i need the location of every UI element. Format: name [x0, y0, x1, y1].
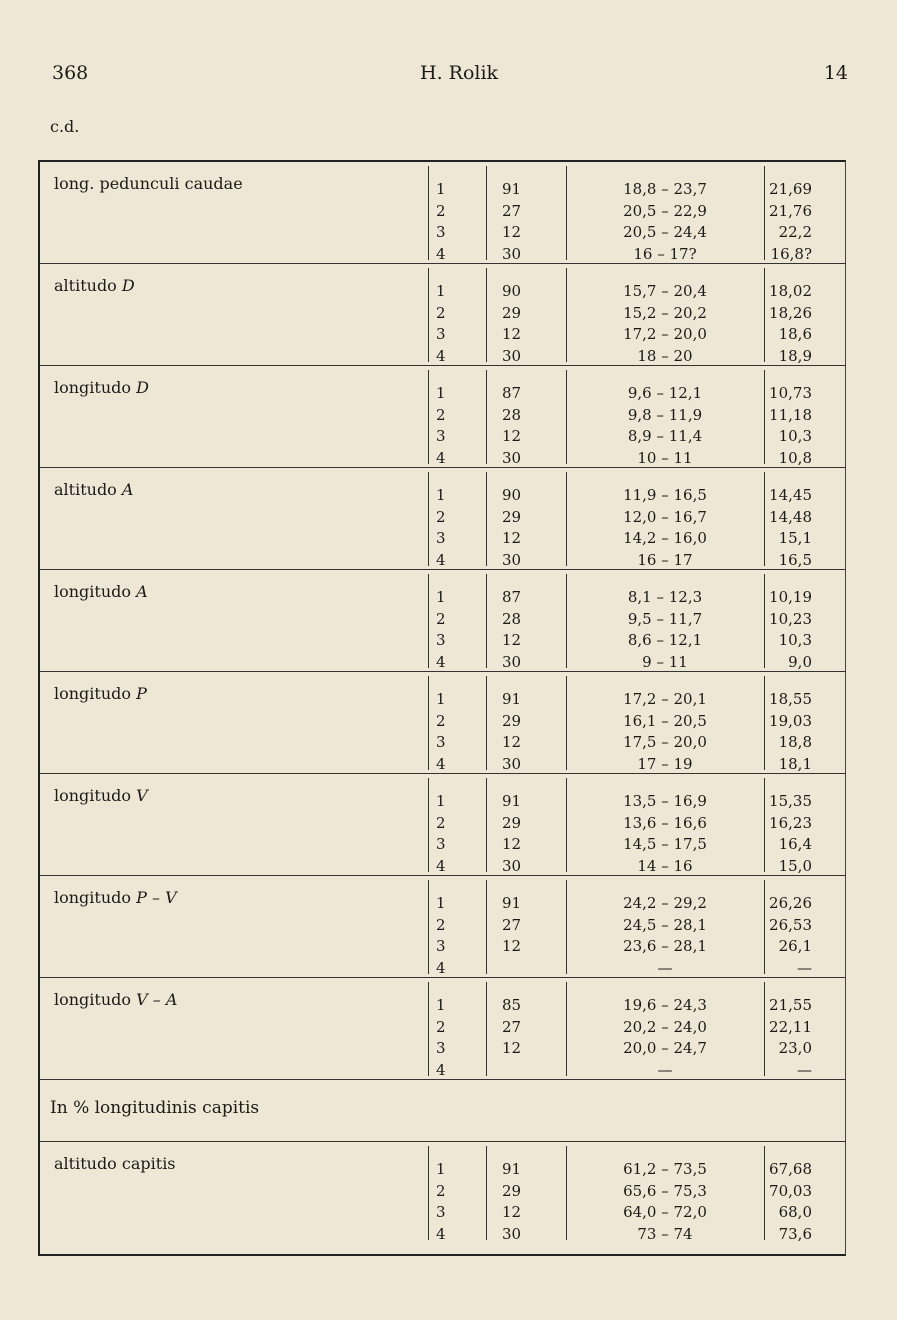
mean-value: 10,3 [778, 427, 812, 445]
mean-value: — [797, 958, 812, 977]
table-row [40, 508, 846, 530]
measurement-symbol: D [136, 378, 149, 397]
sample-count: 12 [502, 835, 522, 853]
mean-value: 18,26 [769, 303, 812, 322]
value-range: 14,2 – 16,0 [623, 529, 707, 547]
running-head-number: 14 [823, 62, 848, 84]
sample-number: 1 [436, 894, 446, 912]
sample-count: 12 [502, 1203, 522, 1221]
sample-count: 30 [502, 346, 522, 365]
value-range: 13,6 – 16,6 [623, 813, 707, 832]
sample-number: 1 [436, 384, 446, 402]
sample-count: 12 [502, 427, 522, 445]
sample-count: 85 [502, 996, 522, 1014]
sample-count: 12 [502, 1039, 522, 1057]
mean-value: 10,19 [769, 588, 812, 606]
mean-value: 11,18 [769, 405, 812, 424]
sample-number: 2 [436, 711, 446, 730]
table-group [40, 876, 846, 978]
table-row [40, 916, 846, 938]
sample-count: 28 [502, 405, 522, 424]
table-row [40, 223, 846, 245]
measurement-name: longitudo [54, 990, 132, 1009]
table-row [40, 712, 846, 734]
value-range: 20,5 – 22,9 [623, 201, 707, 220]
sample-number: 2 [436, 303, 446, 322]
value-range: 64,0 – 72,0 [623, 1203, 707, 1221]
measurement-name: longitudo [54, 888, 132, 907]
value-range: 16 – 17 [637, 550, 693, 569]
mean-value: 26,26 [769, 894, 812, 912]
sample-count: 29 [502, 303, 522, 322]
table-group [40, 570, 846, 672]
value-range: 24,5 – 28,1 [623, 915, 707, 934]
table-group [40, 774, 846, 876]
mean-value: 16,23 [769, 813, 812, 832]
mean-value: 15,0 [778, 856, 812, 875]
value-range: — [657, 958, 673, 977]
table-row [40, 1182, 846, 1204]
sample-number: 4 [436, 958, 446, 977]
table-row [40, 529, 846, 551]
value-range: 61,2 – 73,5 [623, 1160, 707, 1178]
sample-number: 1 [436, 996, 446, 1014]
sample-number: 1 [436, 282, 446, 300]
mean-value: 10,73 [769, 384, 812, 402]
continuation-mark: c.d. [50, 117, 80, 136]
value-range: 9,6 – 12,1 [627, 384, 703, 402]
sample-number: 3 [436, 223, 446, 241]
sample-count: 30 [502, 1224, 522, 1243]
measurement-name: longitudo [54, 684, 132, 703]
table-row [40, 996, 846, 1018]
sample-number: 1 [436, 486, 446, 504]
sample-number: 2 [436, 201, 446, 220]
table-row [40, 690, 846, 712]
table-row [40, 588, 846, 610]
sample-number: 1 [436, 690, 446, 708]
sample-number: 4 [436, 1224, 446, 1243]
value-range: 13,5 – 16,9 [623, 792, 707, 810]
measurement-name: long. pedunculi caudae [54, 174, 243, 193]
sample-count: 91 [502, 690, 522, 708]
sample-number: 3 [436, 529, 446, 547]
mean-value: 10,3 [778, 631, 812, 649]
value-range: 17 – 19 [637, 754, 693, 773]
measurement-symbol: D [121, 276, 135, 295]
mean-value: 68,0 [778, 1203, 812, 1221]
sample-count: 12 [502, 937, 522, 955]
running-head-author: H. Rolik [420, 62, 499, 84]
table-row [40, 937, 846, 959]
mean-value: 9,0 [788, 652, 812, 671]
table-group [40, 672, 846, 774]
mean-value: 19,03 [769, 711, 812, 730]
measurement-symbol: P [136, 684, 147, 703]
sample-count: 29 [502, 711, 522, 730]
measurement-name: longitudo [54, 582, 132, 601]
sample-number: 1 [436, 1160, 446, 1178]
mean-value: 18,6 [778, 325, 812, 343]
sample-number: 2 [436, 915, 446, 934]
table-row [40, 406, 846, 428]
mean-value: 16,5 [778, 550, 812, 569]
value-range: 11,9 – 16,5 [623, 486, 707, 504]
sample-number: 4 [436, 448, 446, 467]
mean-value: 67,68 [769, 1160, 812, 1178]
mean-value: 10,23 [769, 609, 812, 628]
table-row [40, 486, 846, 508]
value-range: 19,6 – 24,3 [623, 996, 707, 1014]
table-row [40, 1039, 846, 1061]
mean-value: 14,48 [769, 507, 812, 526]
value-range: 20,5 – 24,4 [623, 223, 707, 241]
table-row [40, 180, 846, 202]
mean-value: 23,0 [778, 1039, 812, 1057]
measurement-name: altitudo capitis [54, 1154, 176, 1173]
sample-number: 3 [436, 733, 446, 751]
table-group [40, 264, 846, 366]
value-range: 10 – 11 [637, 448, 693, 467]
sample-count: 90 [502, 282, 522, 300]
value-range: — [657, 1060, 673, 1079]
sample-count: 12 [502, 631, 522, 649]
section-subheading [40, 1080, 846, 1142]
table-group [40, 366, 846, 468]
table-row [40, 631, 846, 653]
value-range: 73 – 74 [637, 1224, 693, 1243]
value-range: 9,8 – 11,9 [627, 405, 703, 424]
table-group [40, 978, 846, 1080]
measurement-symbol: A [136, 582, 148, 601]
measurement-name: altitudo [54, 276, 117, 295]
measurement-name: altitudo [54, 480, 117, 499]
mean-value: 16,4 [778, 835, 812, 853]
sample-count: 29 [502, 1181, 522, 1200]
sample-count: 91 [502, 180, 522, 198]
table-row [40, 202, 846, 224]
sample-count: 91 [502, 792, 522, 810]
value-range: 20,2 – 24,0 [623, 1017, 707, 1036]
page-number: 368 [52, 62, 89, 84]
sample-count: 12 [502, 325, 522, 343]
measurement-name: longitudo [54, 786, 132, 805]
table-row [40, 814, 846, 836]
sample-count: 30 [502, 754, 522, 773]
value-range: 17,2 – 20,0 [623, 325, 707, 343]
page-header [52, 62, 852, 90]
sample-number: 3 [436, 937, 446, 955]
table-row [40, 304, 846, 326]
value-range: 17,5 – 20,0 [623, 733, 707, 751]
value-range: 16,1 – 20,5 [623, 711, 707, 730]
sample-number: 3 [436, 631, 446, 649]
sample-number: 1 [436, 792, 446, 810]
table-row [40, 1225, 846, 1247]
value-range: 17,2 – 20,1 [623, 690, 707, 708]
measurement-name: longitudo [54, 378, 132, 397]
sample-count: 87 [502, 384, 522, 402]
table-group [40, 468, 846, 570]
sample-count: 27 [502, 915, 522, 934]
table-row [40, 427, 846, 449]
measurement-symbol: P – V [136, 888, 177, 907]
table-row [40, 894, 846, 916]
value-range: 8,6 – 12,1 [627, 631, 703, 649]
sample-count: 91 [502, 894, 522, 912]
sample-number: 4 [436, 550, 446, 569]
value-range: 8,1 – 12,3 [627, 588, 703, 606]
table-group [40, 1142, 846, 1244]
mean-value: 15,35 [769, 792, 812, 810]
sample-count: 12 [502, 529, 522, 547]
sample-number: 3 [436, 835, 446, 853]
sample-count: 30 [502, 448, 522, 467]
value-range: 14 – 16 [637, 856, 693, 875]
mean-value: 73,6 [778, 1224, 812, 1243]
sample-number: 4 [436, 244, 446, 263]
sample-number: 3 [436, 325, 446, 343]
value-range: 24,2 – 29,2 [623, 894, 707, 912]
sample-number: 2 [436, 507, 446, 526]
mean-value: 15,1 [778, 529, 812, 547]
sample-count: 27 [502, 201, 522, 220]
value-range: 12,0 – 16,7 [623, 507, 707, 526]
mean-value: 26,53 [769, 915, 812, 934]
sample-number: 2 [436, 405, 446, 424]
sample-number: 4 [436, 754, 446, 773]
sample-count: 91 [502, 1160, 522, 1178]
table-row [40, 1203, 846, 1225]
measurement-table [38, 160, 846, 1256]
mean-value: 18,1 [778, 754, 812, 773]
mean-value: 18,9 [778, 346, 812, 365]
table-row [40, 610, 846, 632]
table-row [40, 1160, 846, 1182]
sample-count: 30 [502, 856, 522, 875]
mean-value: 18,8 [778, 733, 812, 751]
sample-count: 12 [502, 223, 522, 241]
value-range: 20,0 – 24,7 [623, 1039, 707, 1057]
table-row [40, 792, 846, 814]
table-row [40, 384, 846, 406]
measurement-symbol: V [136, 786, 148, 805]
sample-number: 1 [436, 588, 446, 606]
subheading-text: In % longitudinis capitis [50, 1098, 260, 1118]
sample-number: 2 [436, 1017, 446, 1036]
table-row [40, 1018, 846, 1040]
mean-value: 18,02 [769, 282, 812, 300]
sample-count: 28 [502, 609, 522, 628]
sample-count: 90 [502, 486, 522, 504]
sample-count: 30 [502, 244, 522, 263]
value-range: 16 – 17? [633, 244, 697, 263]
sample-count: 30 [502, 652, 522, 671]
value-range: 9 – 11 [642, 652, 688, 671]
table-row [40, 733, 846, 755]
sample-number: 3 [436, 1203, 446, 1221]
table-row [40, 835, 846, 857]
sample-count: 87 [502, 588, 522, 606]
mean-value: 26,1 [778, 937, 812, 955]
mean-value: 70,03 [769, 1181, 812, 1200]
sample-count: 30 [502, 550, 522, 569]
value-range: 15,7 – 20,4 [623, 282, 707, 300]
sample-number: 4 [436, 1060, 446, 1079]
value-range: 15,2 – 20,2 [623, 303, 707, 322]
sample-number: 2 [436, 1181, 446, 1200]
mean-value: 22,11 [769, 1017, 812, 1036]
sample-number: 4 [436, 346, 446, 365]
value-range: 18 – 20 [637, 346, 693, 365]
value-range: 14,5 – 17,5 [623, 835, 707, 853]
mean-value: 21,76 [769, 201, 812, 220]
mean-value: 10,8 [778, 448, 812, 467]
sample-number: 3 [436, 427, 446, 445]
sample-number: 1 [436, 180, 446, 198]
table-row [40, 282, 846, 304]
value-range: 65,6 – 75,3 [623, 1181, 707, 1200]
mean-value: 16,8? [770, 244, 812, 263]
value-range: 18,8 – 23,7 [623, 180, 707, 198]
sample-number: 4 [436, 652, 446, 671]
measurement-symbol: V – A [136, 990, 178, 1009]
measurement-symbol: A [121, 480, 134, 499]
mean-value: 22,2 [778, 223, 812, 241]
mean-value: 18,55 [769, 690, 812, 708]
sample-count: 29 [502, 813, 522, 832]
sample-number: 4 [436, 856, 446, 875]
sample-number: 2 [436, 813, 446, 832]
mean-value: 21,69 [769, 180, 812, 198]
mean-value: 21,55 [769, 996, 812, 1014]
value-range: 8,9 – 11,4 [627, 427, 703, 445]
sample-count: 27 [502, 1017, 522, 1036]
mean-value: — [797, 1060, 812, 1079]
value-range: 23,6 – 28,1 [623, 937, 707, 955]
mean-value: 14,45 [769, 486, 812, 504]
sample-count: 12 [502, 733, 522, 751]
table-row [40, 325, 846, 347]
sample-count: 29 [502, 507, 522, 526]
sample-number: 3 [436, 1039, 446, 1057]
table-group [40, 162, 846, 264]
value-range: 9,5 – 11,7 [627, 609, 703, 628]
sample-number: 2 [436, 609, 446, 628]
